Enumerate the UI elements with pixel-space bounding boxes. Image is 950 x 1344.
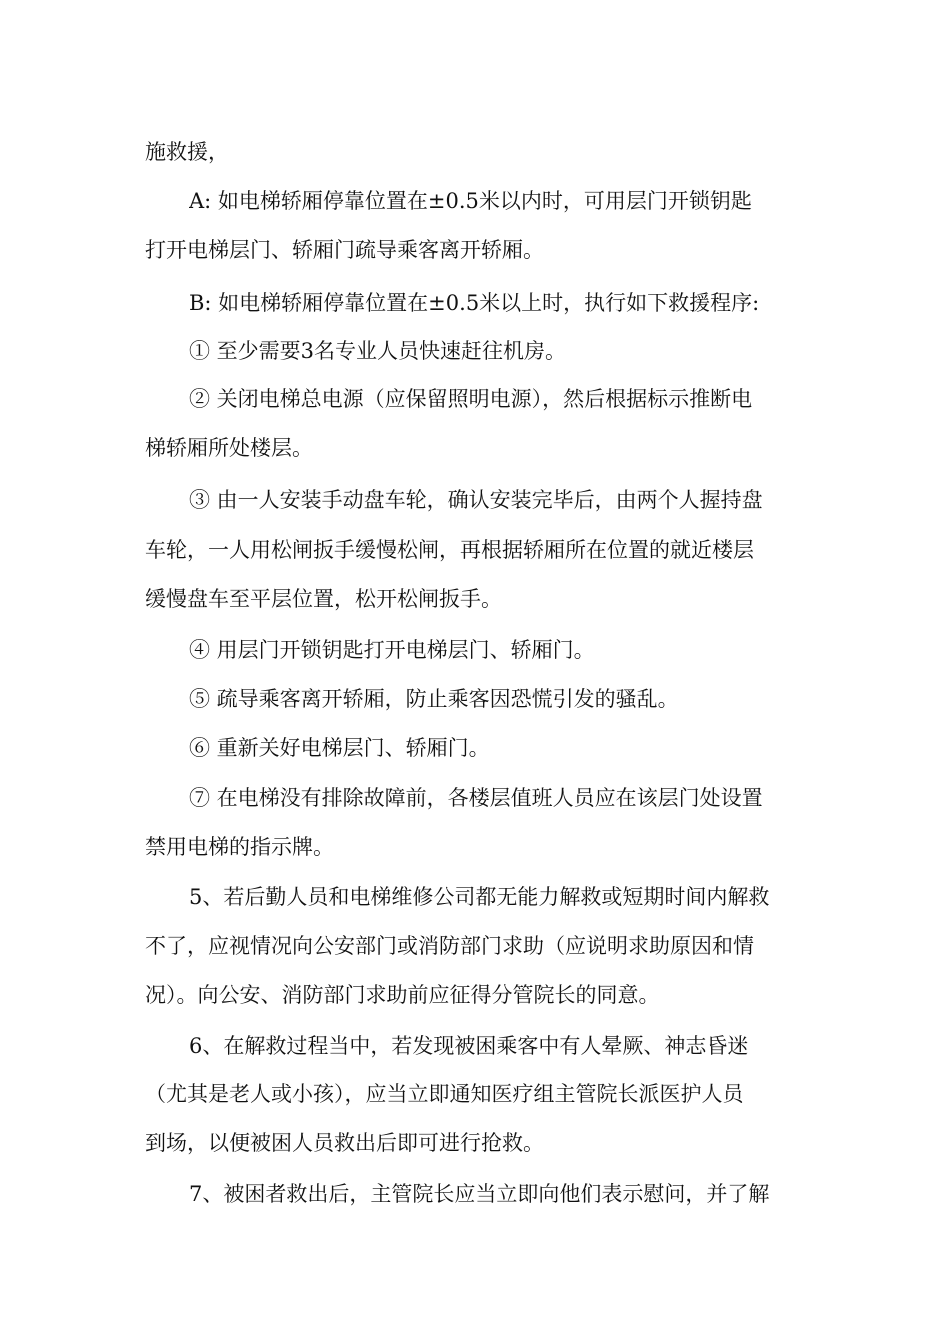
text-line-9: 车轮，一人用松闸扳手缓慢松闸，再根据轿厢所在位置的就近楼层 xyxy=(145,538,754,562)
text-line-3: 打开电梯层门、轿厢门疏导乘客离开轿厢。 xyxy=(145,238,544,262)
text-line-19: 6、在解救过程当中，若发现被困乘客中有人晕厥、神志昏迷 xyxy=(189,1034,749,1058)
text-line-20: （尤其是老人或小孩），应当立即通知医疗组主管院长派医护人员 xyxy=(145,1082,744,1106)
text-line-11: ④ 用层门开锁钥匙打开电梯层门、轿厢门。 xyxy=(189,638,595,662)
text-line-8: ③ 由一人安装手动盘车轮，确认安装完毕后，由两个人握持盘 xyxy=(189,488,763,512)
text-line-5: ① 至少需要3名专业人员快速赶往机房。 xyxy=(189,339,567,363)
text-line-22: 7、被困者救出后，主管院长应当立即向他们表示慰问，并了解 xyxy=(189,1182,770,1206)
text-line-17: 不了，应视情况向公安部门或消防部门求助（应说明求助原因和情 xyxy=(145,934,754,958)
text-line-14: ⑦ 在电梯没有排除故障前，各楼层值班人员应在该层门处设置 xyxy=(189,786,763,810)
text-line-21: 到场，以便被困人员救出后即可进行抢救。 xyxy=(145,1131,544,1155)
text-line-15: 禁用电梯的指示牌。 xyxy=(145,835,334,859)
text-line-13: ⑥ 重新关好电梯层门、轿厢门。 xyxy=(189,736,490,760)
text-line-7: 梯轿厢所处楼层。 xyxy=(145,436,313,460)
text-line-6: ② 关闭电梯总电源（应保留照明电源），然后根据标示推断电 xyxy=(189,387,753,411)
text-line-4: B: 如电梯轿厢停靠位置在±0.5米以上时，执行如下救援程序: xyxy=(189,291,760,315)
text-line-18: 况）。向公安、消防部门求助前应征得分管院长的同意。 xyxy=(145,983,660,1007)
text-line-2: A: 如电梯轿厢停靠位置在±0.5米以内时，可用层门开锁钥匙 xyxy=(189,189,752,213)
text-line-10: 缓慢盘车至平层位置，松开松闸扳手。 xyxy=(145,587,502,611)
text-line-12: ⑤ 疏导乘客离开轿厢，防止乘客因恐慌引发的骚乱。 xyxy=(189,687,679,711)
text-line-1: 施救援， xyxy=(145,140,229,164)
text-line-16: 5、若后勤人员和电梯维修公司都无能力解救或短期时间内解救 xyxy=(189,885,770,909)
